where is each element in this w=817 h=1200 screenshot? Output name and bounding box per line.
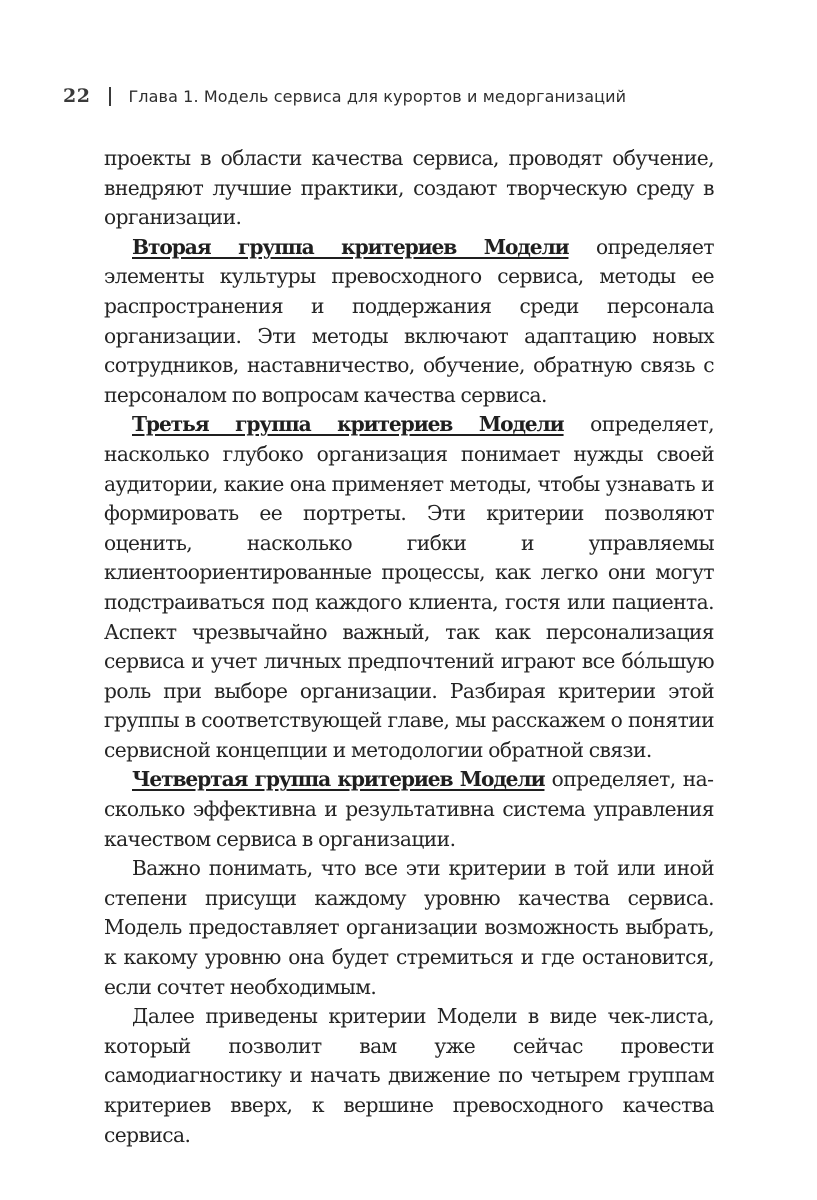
- second-group-heading: Вторая группа критериев Модели: [132, 234, 569, 259]
- header-divider: [109, 87, 111, 106]
- paragraph-continuation: проекты в области качества сервиса, проводят обучение, внедряют лучшие практики, создают творческую среду в организации.: [104, 146, 714, 230]
- main-text: [104, 144, 714, 1150]
- page-header: [63, 82, 626, 110]
- paragraph-second-group: [104, 233, 714, 411]
- fourth-group-heading: Четвертая группа критериев Модели: [132, 767, 545, 792]
- paragraph-fourth-group: [104, 765, 714, 854]
- paragraph-third-group: [104, 410, 714, 765]
- paragraph-checklist-intro: Далее приведены критерии Модели в виде чек-листа, который позволит вам уже сейчас провести самодиагностику и начать движение по четырем группам критериев вверх, к вершине превосходного качества сервиса.: [104, 1004, 714, 1147]
- paragraph-importance: Важно понимать, что все эти критерии в той или иной степени присущи каждому уровню качества сервиса. Модель предоставляет организации возможность выбрать, к какому уровню она будет стремиться и где остановится, если сочтет необходимым.: [104, 856, 714, 999]
- second-group-text: определяет элементы культуры превосходного сервиса, методы ее распространения и поддержания среди персонала организации. Эти методы включают адаптацию новых сотрудников, наставничество, обучение, обратную связь с персоналом по вопросам качества сервиса.: [104, 234, 714, 407]
- third-group-heading: Третья группа критериев Модели: [132, 412, 564, 437]
- page-number: 22: [63, 85, 91, 107]
- fourth-group-text: определяет, насколько эффективна и результативна система управления качеством сервиса в организации.: [104, 767, 714, 851]
- chapter-title: Глава 1. Модель сервиса для курортов и медорганизаций: [128, 86, 627, 106]
- third-group-text: определяет, насколько глубоко организация понимает нужды своей аудитории, какие она применяет методы, чтобы узнавать и формировать ее портреты. Эти критерии позволяют оценить, насколько гибки и управляемы клиентоориентированные процессы, как легко они могут подстраиваться под каждого клиента, гостя или пациента. Аспект чрезвычайно важный, так как персонализация сервиса и учет личных предпочтений играют все бóльшую роль при выборе организации. Разбирая критерии этой группы в соответствующей главе, мы расскажем о понятии сервисной концепции и методологии обратной связи.: [104, 412, 715, 762]
